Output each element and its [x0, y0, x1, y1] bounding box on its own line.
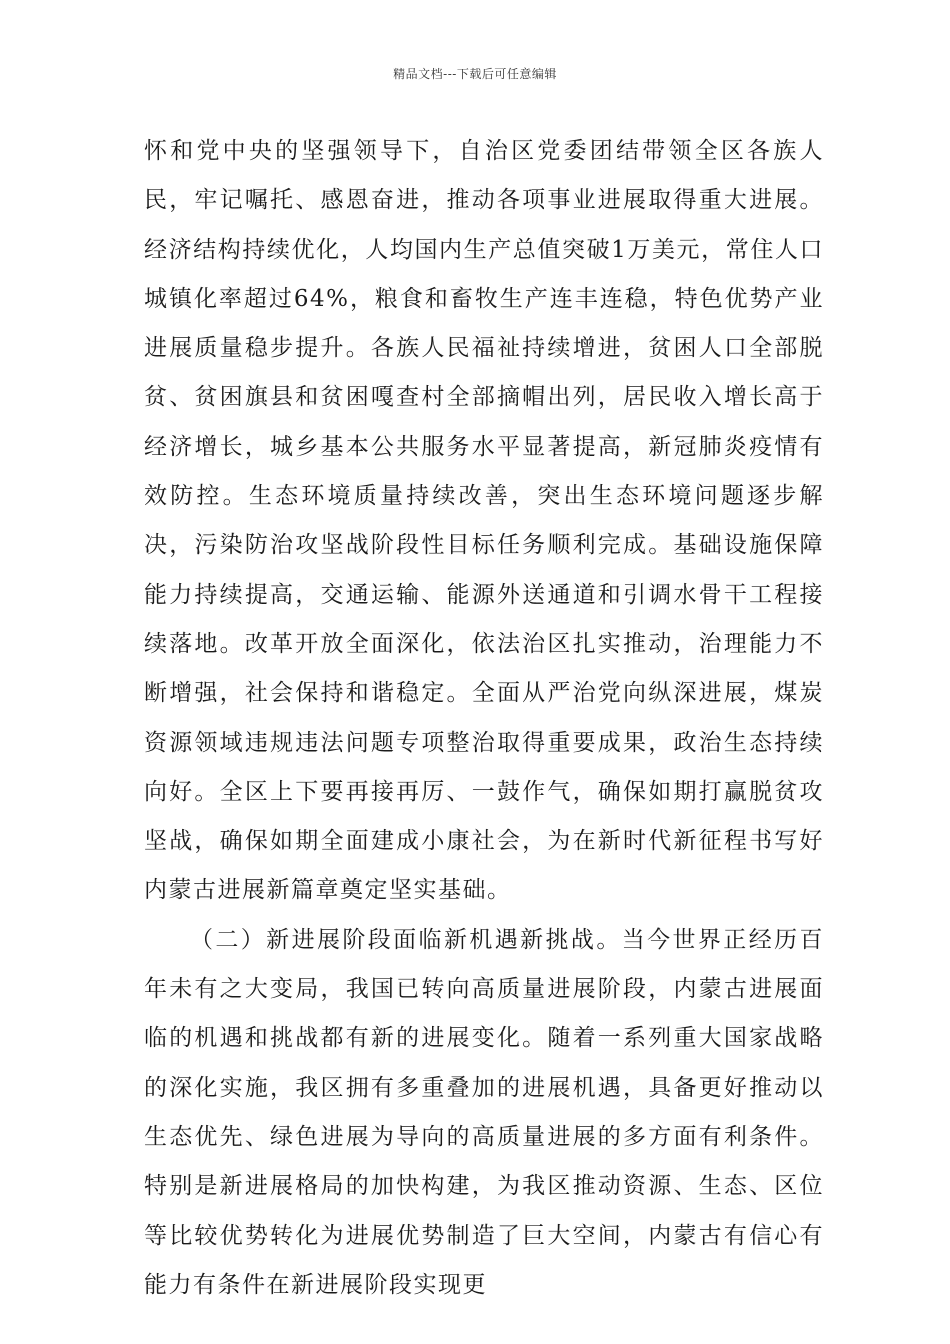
paragraph-section-2: （二）新进展阶段面临新机遇新挑战。当今世界正经历百年未有之大变局，我国已转向高质量进展阶段，内蒙古进展面临的机遇和挑战都有新的进展变化。随着一系列重大国家战略的深化实施，我区拥有多重叠加的进展机遇，具备更好推动以生态优先、绿色进展为导向的高质量进展的多方面有利条件。特别是新进展格局的加快构建，为我区推动资源、生态、区位等比较优势转化为进展优势制造了巨大空间，内蒙古有信心有能力有条件在新进展阶段实现更: [144, 926, 824, 1298]
paragraph-continued: 怀和党中央的坚强领导下，自治区党委团结带领全区各族人民，牢记嘱托、感恩奋进，推动各项事业进展取得重大进展。经济结构持续优化，人均国内生产总值突破1万美元，常住人口城镇化率超过64%，粮食和畜牧生产连丰连稳，特色优势产业进展质量稳步提升。各族人民福祉持续增进，贫困人口全部脱贫、贫困旗县和贫困嘎查村全部摘帽出列，居民收入增长高于经济增长，城乡基本公共服务水平显著提高，新冠肺炎疫情有效防控。生态环境质量持续改善，突出生态环境问题逐步解决，污染防治攻坚战阶段性目标任务顺利完成。基础设施保障能力持续提高，交通运输、能源外送通道和引调水骨干工程接续落地。改革开放全面深化，依法治区扎实推动，治理能力不断增强，社会保持和谐稳定。全面从严治党向纵深进展，煤炭资源领域违规违法问题专项整治取得重要成果，政治生态持续向好。全区上下要再接再厉、一鼓作气，确保如期打赢脱贫攻坚战，确保如期全面建成小康社会，为在新时代新征程书写好内蒙古进展新篇章奠定坚实基础。: [144, 138, 824, 904]
document-body: [144, 127, 824, 1310]
page-header: 精品文档---下载后可任意编辑: [393, 67, 557, 81]
